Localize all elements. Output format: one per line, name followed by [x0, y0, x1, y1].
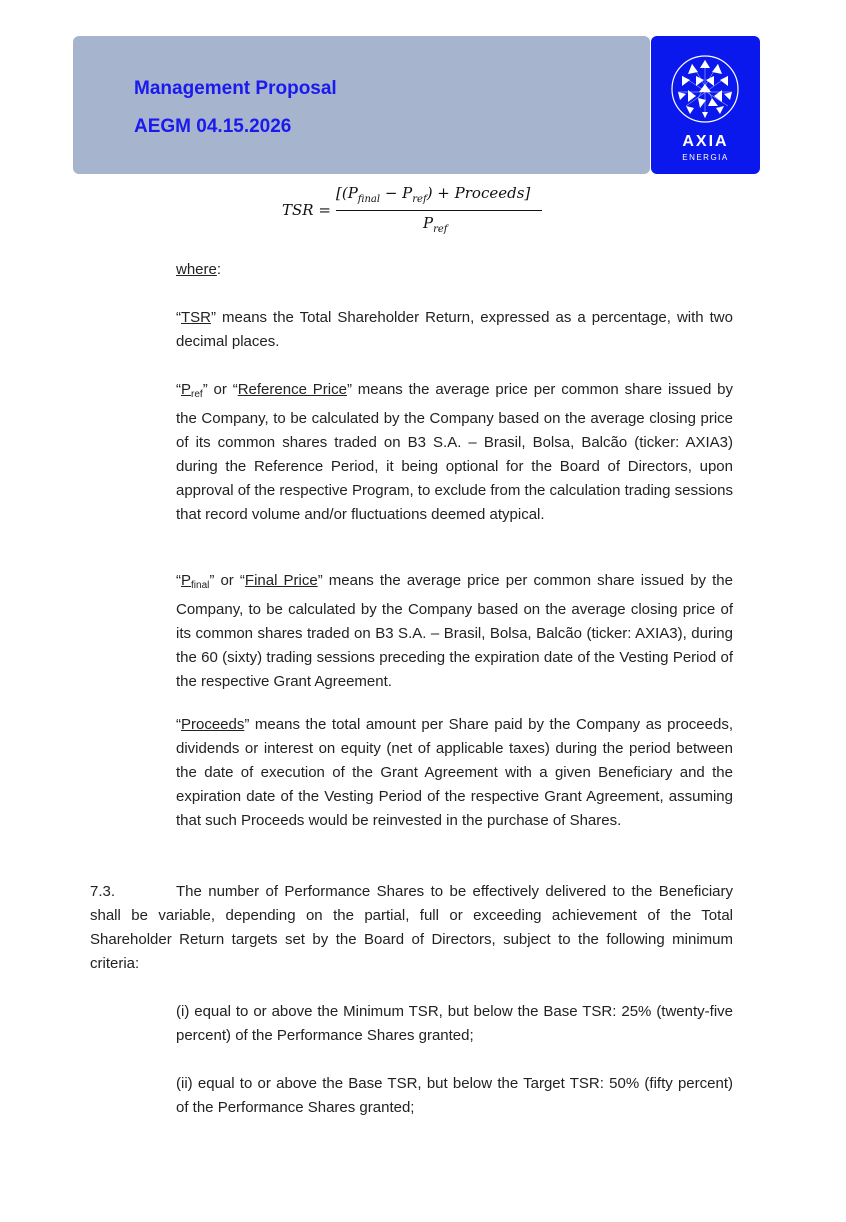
where-label: where: — [176, 261, 222, 278]
fraction-bar — [336, 210, 542, 211]
formula-lhs: TSR = — [282, 201, 331, 219]
globe-icon — [670, 54, 740, 124]
formula-denominator: $P_{ref}$ — [423, 214, 448, 235]
header-panel — [73, 36, 650, 174]
term-final-price: Final Price — [244, 572, 318, 589]
tsr-formula — [280, 184, 580, 238]
criteria-item-ii: (ii) equal to or above the Base TSR, but below the Target TSR: 50% (fifty percent) of the Performance Shares granted; — [176, 1075, 733, 1116]
term-pfinal: $P_{final}$ — [181, 572, 210, 591]
definition-reference-price: “$P_{ref}$” or “Reference Price” means the average price per common share issued by the Company, to be calculated by the Company based on the average closing price of its common shares traded on B3 S.A. – Brasil, Bolsa, Balcão (ticker: AXIA3) during the Reference Period, it being optional for the Board of Directors, upon approval of the respective Program, to exclude from the calculation trading sessions that record volume and/or fluctuations deemed atypical. — [176, 381, 733, 523]
logo-subtitle: ENERGIA — [682, 153, 729, 162]
term-proceeds: Proceeds — [181, 716, 245, 733]
document-title: Management Proposal — [134, 78, 337, 99]
logo-name: AXIA — [682, 133, 729, 150]
definition-tsr: “TSR” means the Total Shareholder Return, expressed as a percentage, with two decimal places. — [176, 309, 733, 350]
definition-final-price: “$P_{final}$” or “Final Price” means the average price per common share issued by the Company, to be calculated by the Company based on the average closing price of its common shares traded on B3 S.A. – Brasil, Bolsa, Balcão (ticker: AXIA3), during the 60 (sixty) trading sessions preceding the expiration date of the Vesting Period of the respective Grant Agreement. — [176, 572, 733, 690]
formula-numerator: [$(P_{final} - P_{ref})$ + Proceeds] — [336, 184, 531, 205]
section-7-3: 7.3. The number of Performance Shares to be effectively delivered to the Beneficiary shall be variable, depending on the partial, full or exceeding achievement of the Total Shareholder Return targets set by the Board of Directors, subject to the following minimum criteria: — [90, 880, 733, 976]
term-pref: $P_{ref}$ — [181, 381, 203, 400]
term-tsr: TSR — [181, 309, 211, 326]
term-reference-price: Reference Price — [237, 381, 347, 398]
document-subtitle: AEGM 04.15.2026 — [134, 116, 292, 137]
criteria-item-i: (i) equal to or above the Minimum TSR, but below the Base TSR: 25% (twenty-five percent) of the Performance Shares granted; — [176, 1003, 733, 1044]
axia-logo — [651, 36, 760, 174]
section-number: 7.3. — [90, 883, 116, 900]
definition-proceeds: “Proceeds” means the total amount per Share paid by the Company as proceeds, dividends or interest on equity (net of applicable taxes) during the period between the date of execution of the Grant Agreement with a given Beneficiary and the expiration date of the Vesting Period of the respective Grant Agreement, assuming that such Proceeds would be reinvested in the purchase of Shares. — [176, 716, 733, 829]
